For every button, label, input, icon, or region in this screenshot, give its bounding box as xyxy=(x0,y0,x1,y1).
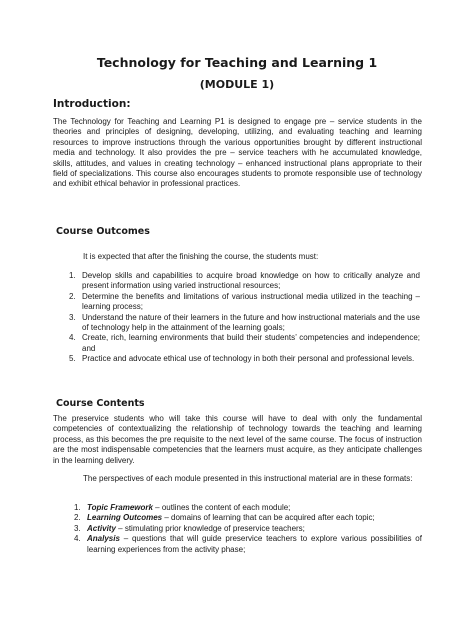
course-outcomes-heading: Course Outcomes xyxy=(56,226,150,237)
item-separator: – xyxy=(162,513,172,523)
item-number: 1. xyxy=(69,271,76,280)
item-number: 2. xyxy=(69,291,76,301)
item-text: Determine the benefits and limitations of various instructional media utilized in the teaching – learning process; xyxy=(82,291,420,312)
item-term: Activity xyxy=(87,523,116,533)
item-term: Topic Framework xyxy=(87,503,153,512)
item-text: questions that will guide preservice teachers to explore various possibilities of learning experiences from the activity phase; xyxy=(87,534,422,554)
item-number: 3. xyxy=(74,523,81,533)
list-item xyxy=(69,354,420,364)
item-number: 5. xyxy=(69,354,76,364)
item-text: domains of learning that can be acquired after each topic; xyxy=(171,513,375,523)
item-number: 1. xyxy=(74,503,81,512)
list-item xyxy=(74,534,422,555)
item-number: 4. xyxy=(69,333,76,343)
item-separator: – xyxy=(152,503,162,512)
course-outcomes-lead: It is expected that after the finishing the course, the students must: xyxy=(83,252,319,261)
item-number: 3. xyxy=(69,312,76,322)
item-text: Understand the nature of their learners in the future and how instructional materials and the use of technology help in the attainment of the learning goals; xyxy=(82,312,420,333)
course-contents-heading: Course Contents xyxy=(56,398,145,409)
item-number: 2. xyxy=(74,513,81,523)
module-formats-list xyxy=(74,503,422,555)
item-separator: – xyxy=(119,534,132,544)
document-title: Technology for Teaching and Learning 1 xyxy=(96,55,378,70)
item-text: Practice and advocate ethical use of technology in both their personal and professional levels. xyxy=(82,354,415,364)
item-separator: – xyxy=(115,523,125,533)
item-text: Develop skills and capabilities to acquire broad knowledge on how to critically analyze and present information using varied instructional resources; xyxy=(82,271,420,291)
course-contents-paragraph: The preservice students who will take this course will have to deal with only the fundamental competencies of contextualizing the relationship of technology towards the teaching and learning process, as this becomes the pre requisite to the next level of the same course. The focus of instruction are the most indispensable competencies that the learners must acquire, as they anticipate challenges in the learning delivery. xyxy=(53,414,422,465)
item-term: Learning Outcomes xyxy=(87,513,163,523)
module-label: (MODULE 1) xyxy=(199,78,275,91)
item-number: 4. xyxy=(74,534,81,544)
list-item xyxy=(69,313,420,334)
course-contents-lead: The perspectives of each module presented in this instructional material are in these formats: xyxy=(83,474,413,483)
item-text: Create, rich, learning environments that build their students’ competencies and independence; and xyxy=(82,333,420,353)
list-item xyxy=(74,513,422,523)
course-outcomes-list xyxy=(69,271,420,365)
introduction-paragraph: The Technology for Teaching and Learning P1 is designed to engage pre – service students in the theories and principles of designing, developing, utilizing, and evaluating teaching and learning resources to improve instructions through the various opportunities brought by different instructional media and technology. It also provides the pre – service teachers with he accumulated knowledge, skills, attitudes, and values in creating technology – enhanced instructional plans appropriate to their field of specializations. This course also encourages students to promote responsible use of technology and exhibit ethical behavior in professional practices. xyxy=(53,117,422,189)
list-item xyxy=(74,524,422,534)
list-item xyxy=(69,271,420,292)
list-item xyxy=(69,333,420,354)
item-text: stimulating prior knowledge of preservice teachers; xyxy=(124,523,305,533)
list-item xyxy=(69,292,420,313)
list-item xyxy=(74,503,422,513)
item-text: outlines the content of each module; xyxy=(161,503,291,512)
item-term: Analysis xyxy=(87,534,120,544)
introduction-heading: Introduction: xyxy=(53,98,131,110)
